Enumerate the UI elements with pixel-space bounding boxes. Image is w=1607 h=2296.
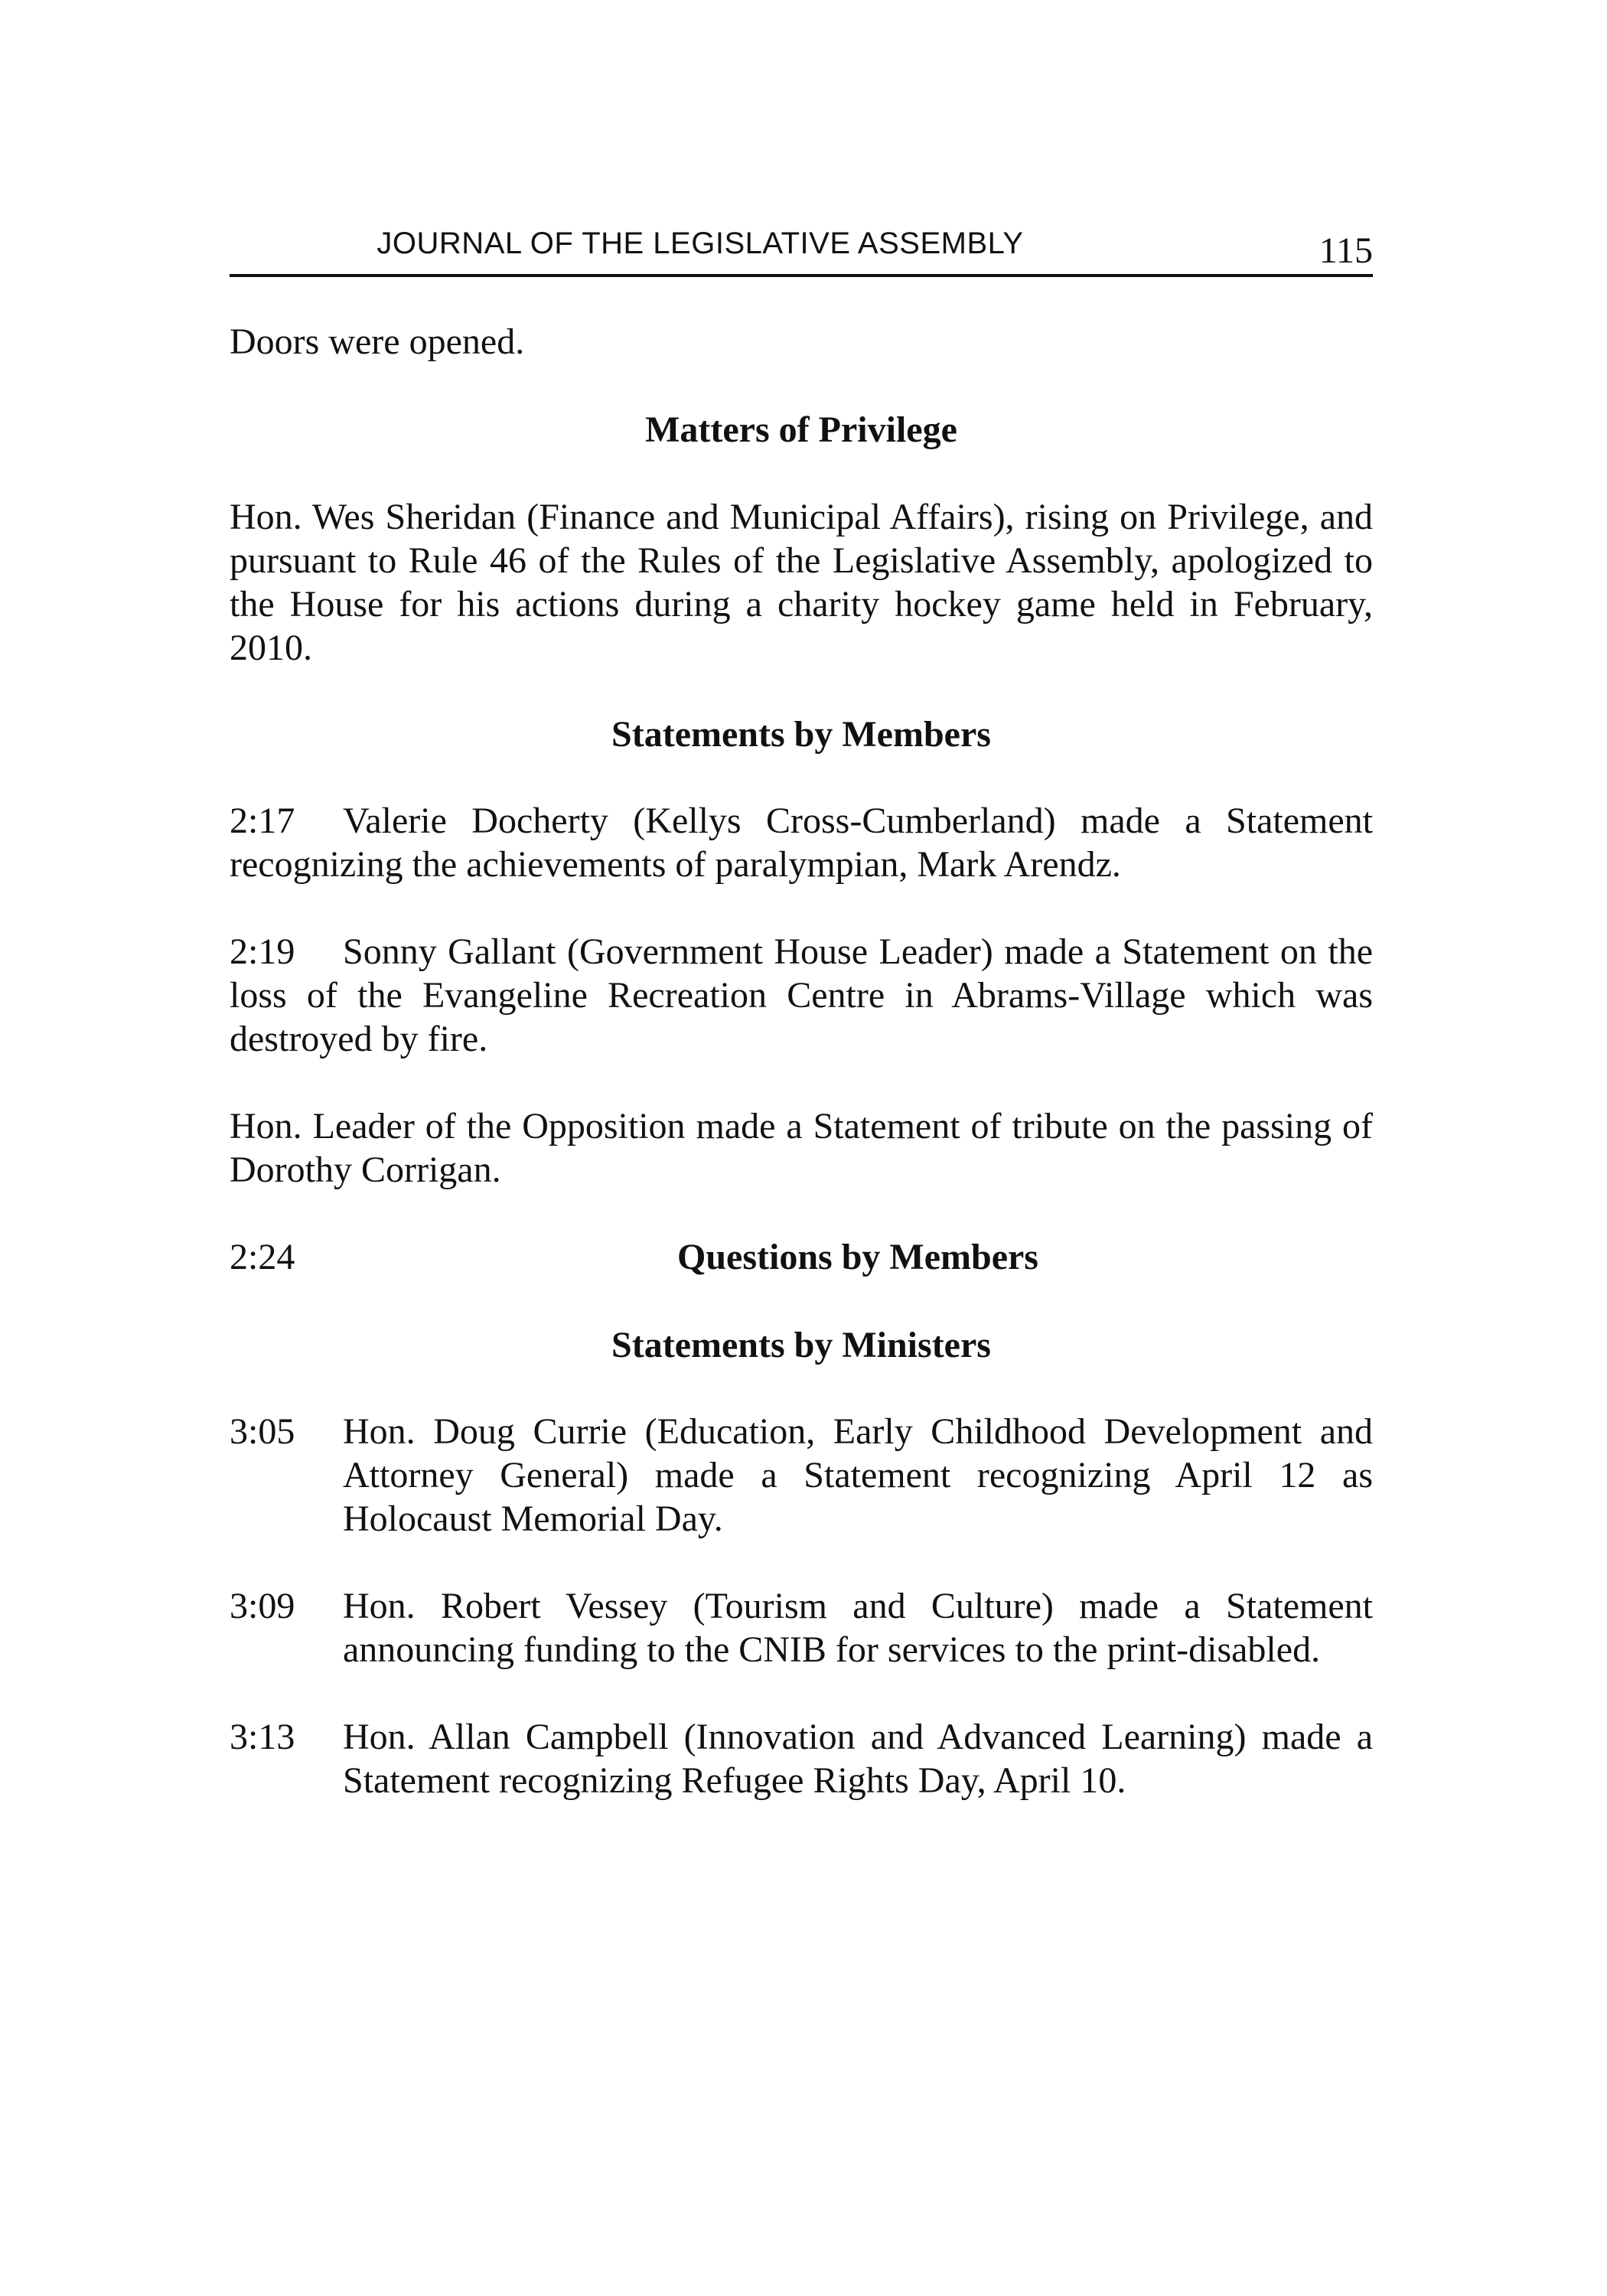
statements-by-ministers-heading: Statements by Ministers (611, 1325, 991, 1365)
member-statement-gallant (230, 930, 1373, 1061)
statement-time: 2:17 (230, 801, 295, 841)
privilege-paragraph: Hon. Wes Sheridan (Finance and Municipal Affairs), rising on Privilege, and pursuant to Rule 46 of the Rules of the Legislative Assembly, apologized to the House for his actions during a charity hockey game held in February, 2010. (230, 497, 1373, 668)
opposition-statement: Hon. Leader of the Opposition made a Statement of tribute on the passing of Dorothy Corrigan. (230, 1106, 1373, 1190)
questions-by-members-heading: Questions by Members (677, 1237, 1038, 1277)
statement-time: 2:19 (230, 931, 295, 972)
statement-time: 3:13 (230, 1717, 295, 1757)
minister-statement-vessey (230, 1584, 1373, 1671)
statement-time: 3:09 (230, 1586, 295, 1626)
statements-by-members-heading: Statements by Members (611, 714, 991, 755)
statement-text: Sonny Gallant (Government House Leader) made a Statement on the loss of the Evangeline Recreation Centre in Abrams-Village which was destroyed by fire. (230, 931, 1373, 1059)
questions-time: 2:24 (230, 1237, 295, 1277)
statement-time: 3:05 (230, 1411, 295, 1452)
statement-text: Hon. Doug Currie (Education, Early Childhood Development and Attorney General) made a Statement recognizing April 12 as Holocaust Memorial Day. (343, 1411, 1373, 1539)
page-number: 115 (1319, 230, 1373, 271)
statement-text: Valerie Docherty (Kellys Cross-Cumberland) made a Statement recognizing the achievements of paralympian, Mark Arendz. (230, 801, 1373, 885)
running-title: JOURNAL OF THE LEGISLATIVE ASSEMBLY (376, 227, 1024, 260)
matters-of-privilege-heading: Matters of Privilege (645, 409, 957, 450)
member-statement-docherty (230, 799, 1373, 886)
doors-opened-text: Doors were opened. (230, 321, 525, 362)
statement-text: Hon. Allan Campbell (Innovation and Advanced Learning) made a Statement recognizing Refugee Rights Day, April 10. (343, 1717, 1373, 1801)
minister-statement-campbell (230, 1715, 1373, 1802)
questions-by-members-row (230, 1235, 1373, 1279)
minister-statement-currie (230, 1410, 1373, 1541)
statement-text: Hon. Robert Vessey (Tourism and Culture) made a Statement announcing funding to the CNIB for services to the print-disabled. (343, 1586, 1373, 1670)
running-header (230, 222, 1373, 277)
journal-page (230, 222, 1373, 1802)
